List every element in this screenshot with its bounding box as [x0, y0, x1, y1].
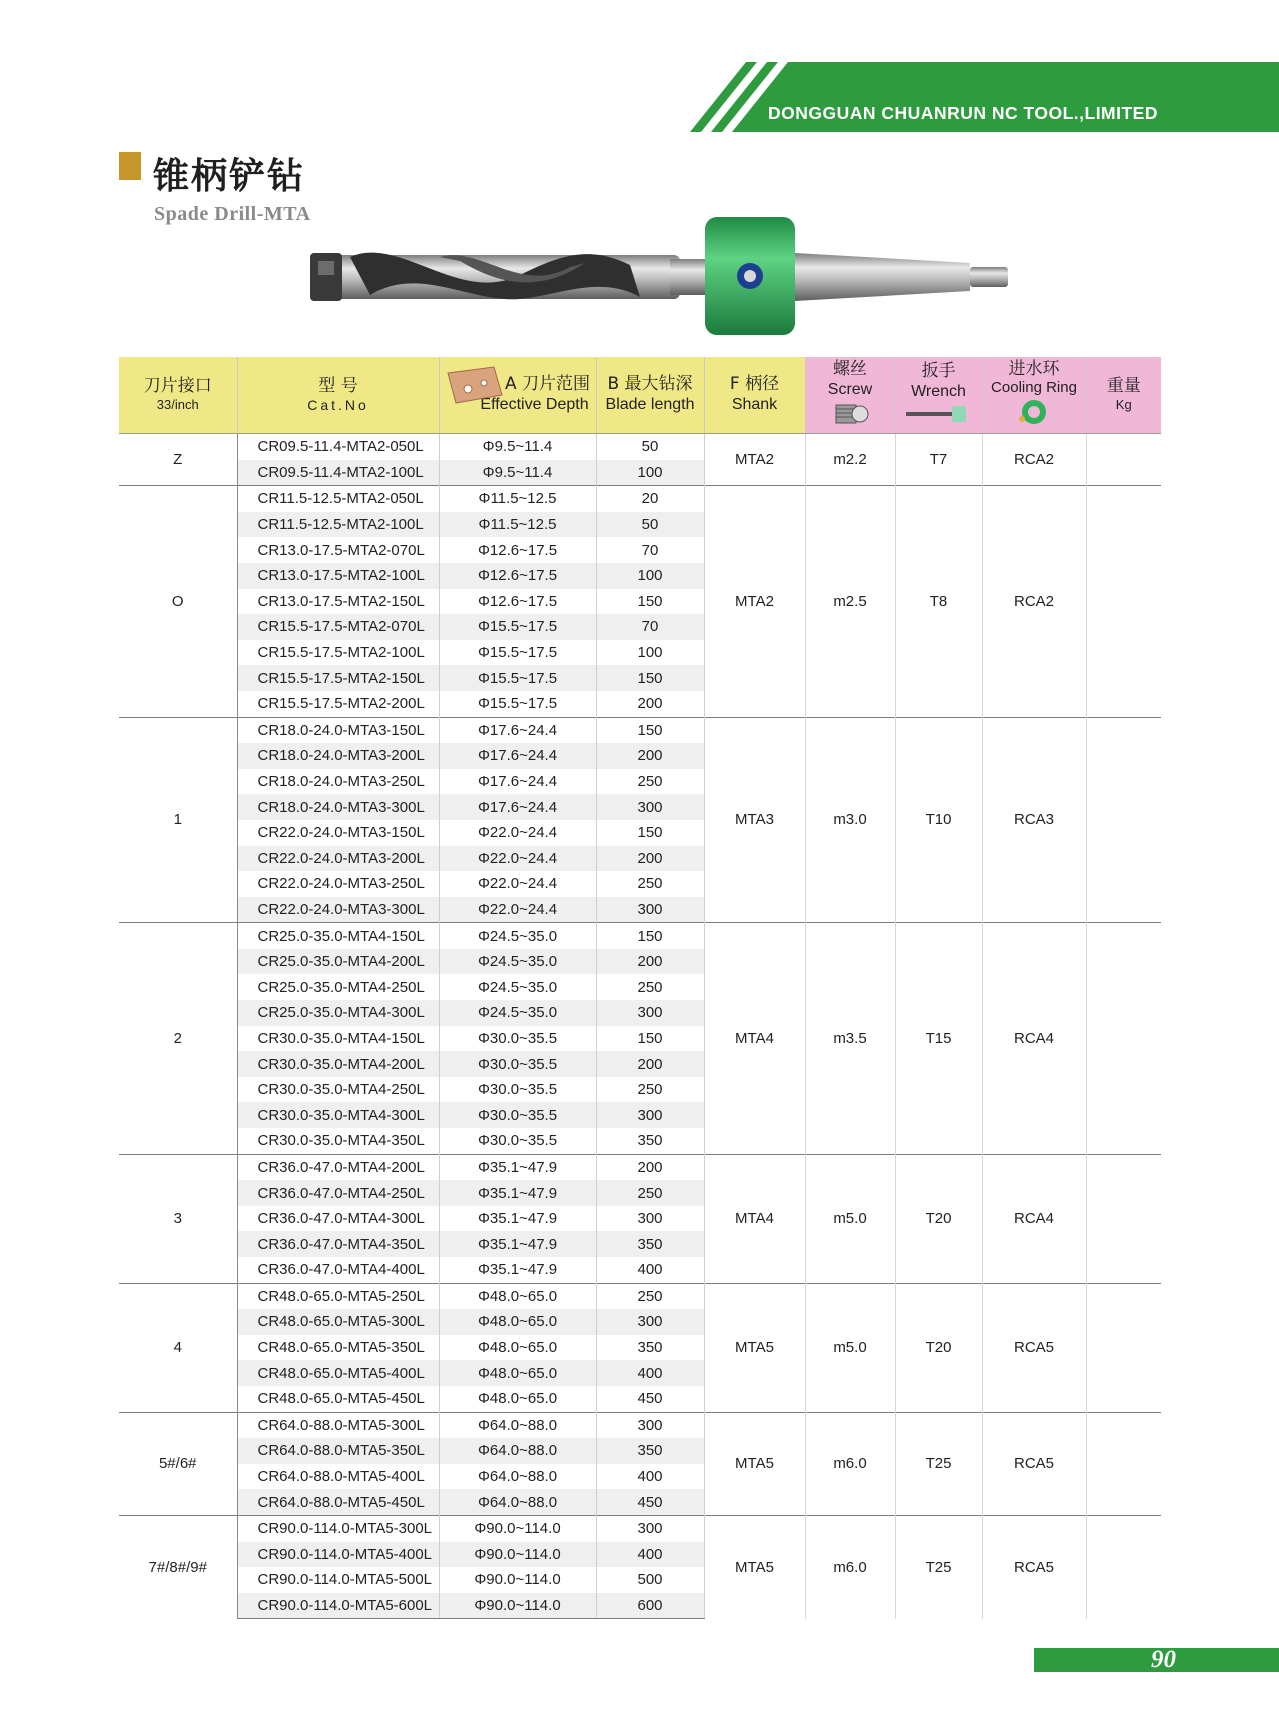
depth-cell: 250 [596, 974, 704, 1000]
catno-cell: CR22.0-24.0-MTA3-200L [237, 846, 439, 872]
wrench-cell: T10 [895, 717, 982, 923]
catno-cell: CR30.0-35.0-MTA4-250L [237, 1077, 439, 1103]
depth-cell: 250 [596, 769, 704, 795]
interface-cell: 3 [119, 1154, 237, 1283]
range-cell: Φ35.1~47.9 [439, 1206, 596, 1232]
wrench-cell: T8 [895, 486, 982, 717]
depth-cell: 350 [596, 1335, 704, 1361]
catno-cell: CR22.0-24.0-MTA3-150L [237, 820, 439, 846]
ring-cell: RCA4 [982, 1154, 1086, 1283]
catno-cell: CR25.0-35.0-MTA4-300L [237, 1000, 439, 1026]
interface-cell: 2 [119, 923, 237, 1154]
range-cell: Φ64.0~88.0 [439, 1438, 596, 1464]
range-cell: Φ35.1~47.9 [439, 1231, 596, 1257]
screw-cell: m3.5 [805, 923, 895, 1154]
catno-cell: CR90.0-114.0-MTA5-600L [237, 1593, 439, 1619]
header-catno-en: Cat.No [307, 397, 369, 413]
range-cell: Φ35.1~47.9 [439, 1154, 596, 1180]
catno-cell: CR64.0-88.0-MTA5-400L [237, 1464, 439, 1490]
range-cell: Φ48.0~65.0 [439, 1360, 596, 1386]
range-cell: Φ22.0~24.4 [439, 846, 596, 872]
interface-cell: 5#/6# [119, 1412, 237, 1515]
wrench-cell: T25 [895, 1412, 982, 1515]
catno-cell: CR13.0-17.5-MTA2-150L [237, 589, 439, 615]
catno-cell: CR18.0-24.0-MTA3-150L [237, 717, 439, 743]
wrench-cell: T20 [895, 1283, 982, 1412]
header-weight-en: Kg [1115, 397, 1132, 412]
catno-cell: CR15.5-17.5-MTA2-150L [237, 665, 439, 691]
range-cell: Φ11.5~12.5 [439, 486, 596, 512]
depth-cell: 150 [596, 589, 704, 615]
screw-cell: m3.0 [805, 717, 895, 923]
range-cell: Φ30.0~35.5 [439, 1102, 596, 1128]
depth-cell: 300 [596, 1412, 704, 1438]
range-cell: Φ17.6~24.4 [439, 743, 596, 769]
header-depth-en: Blade length [605, 396, 695, 413]
header-wrench-en: Wrench [911, 382, 966, 400]
catno-cell: CR36.0-47.0-MTA4-300L [237, 1206, 439, 1232]
spade-drill-image [310, 205, 1010, 355]
header-shank-cn: F 柄径 [729, 374, 780, 394]
catno-cell: CR18.0-24.0-MTA3-200L [237, 743, 439, 769]
depth-cell: 450 [596, 1386, 704, 1412]
catno-cell: CR22.0-24.0-MTA3-300L [237, 897, 439, 923]
depth-cell: 450 [596, 1489, 704, 1515]
depth-cell: 500 [596, 1567, 704, 1593]
depth-cell: 200 [596, 1051, 704, 1077]
range-cell: Φ90.0~114.0 [439, 1567, 596, 1593]
ring-cell: RCA2 [982, 434, 1086, 486]
depth-cell: 300 [596, 794, 704, 820]
range-cell: Φ15.5~17.5 [439, 691, 596, 717]
header-screw-cn: 螺丝 [833, 358, 867, 379]
shank-cell: MTA5 [704, 1283, 805, 1412]
range-cell: Φ17.6~24.4 [439, 794, 596, 820]
weight-cell [1086, 486, 1161, 717]
ring-cell: RCA5 [982, 1283, 1086, 1412]
depth-cell: 250 [596, 1180, 704, 1206]
catno-cell: CR48.0-65.0-MTA5-300L [237, 1309, 439, 1335]
catno-cell: CR09.5-11.4-MTA2-100L [237, 460, 439, 486]
table-row [119, 1154, 1161, 1180]
weight-cell [1086, 1283, 1161, 1412]
screw-cell: m2.5 [805, 486, 895, 717]
interface-cell: 4 [119, 1283, 237, 1412]
depth-cell: 70 [596, 537, 704, 563]
ring-cell: RCA2 [982, 486, 1086, 717]
header-ring [982, 357, 1086, 434]
header-interface-sub: 33/inch [156, 397, 199, 412]
interface-cell: 1 [119, 717, 237, 923]
depth-cell: 250 [596, 1077, 704, 1103]
range-cell: Φ24.5~35.0 [439, 949, 596, 975]
depth-cell: 600 [596, 1593, 704, 1619]
weight-cell [1086, 1154, 1161, 1283]
range-cell: Φ15.5~17.5 [439, 614, 596, 640]
depth-cell: 150 [596, 665, 704, 691]
catno-cell: CR13.0-17.5-MTA2-100L [237, 563, 439, 589]
header-range-cn: A 刀片范围 [504, 374, 591, 394]
range-cell: Φ48.0~65.0 [439, 1283, 596, 1309]
shank-cell: MTA4 [704, 1154, 805, 1283]
depth-cell: 100 [596, 640, 704, 666]
shank-cell: MTA5 [704, 1412, 805, 1515]
catno-cell: CR36.0-47.0-MTA4-400L [237, 1257, 439, 1283]
header-weight-cn: 重量 [1106, 376, 1141, 396]
depth-cell: 200 [596, 949, 704, 975]
catno-cell: CR30.0-35.0-MTA4-350L [237, 1128, 439, 1154]
header-catno-cn: 型 号 [318, 376, 358, 396]
catno-cell: CR36.0-47.0-MTA4-250L [237, 1180, 439, 1206]
depth-cell: 350 [596, 1231, 704, 1257]
page-subtitle: Spade Drill-MTA [154, 203, 311, 225]
range-cell: Φ30.0~35.5 [439, 1026, 596, 1052]
depth-cell: 300 [596, 1515, 704, 1541]
catno-cell: CR11.5-12.5-MTA2-050L [237, 486, 439, 512]
range-cell: Φ17.6~24.4 [439, 769, 596, 795]
page-number: 90 [1151, 1646, 1176, 1673]
range-cell: Φ15.5~17.5 [439, 665, 596, 691]
catno-cell: CR48.0-65.0-MTA5-400L [237, 1360, 439, 1386]
range-cell: Φ15.5~17.5 [439, 640, 596, 666]
interface-cell: 7#/8#/9# [119, 1515, 237, 1618]
depth-cell: 50 [596, 434, 704, 460]
depth-cell: 300 [596, 1102, 704, 1128]
depth-cell: 200 [596, 846, 704, 872]
cooling-ring-icon [1014, 397, 1054, 427]
depth-cell: 350 [596, 1438, 704, 1464]
depth-cell: 100 [596, 460, 704, 486]
depth-cell: 200 [596, 1154, 704, 1180]
interface-cell: O [119, 486, 237, 717]
page-title: 锥柄铲钻 [153, 156, 306, 197]
range-cell: Φ30.0~35.5 [439, 1077, 596, 1103]
header-ring-cn: 进水环 [1008, 358, 1060, 379]
catno-cell: CR18.0-24.0-MTA3-300L [237, 794, 439, 820]
catno-cell: CR36.0-47.0-MTA4-350L [237, 1231, 439, 1257]
depth-cell: 150 [596, 923, 704, 949]
catno-cell: CR64.0-88.0-MTA5-350L [237, 1438, 439, 1464]
range-cell: Φ48.0~65.0 [439, 1386, 596, 1412]
range-cell: Φ90.0~114.0 [439, 1515, 596, 1541]
title-marker [119, 152, 141, 180]
table-row [119, 486, 1161, 512]
screw-cell: m5.0 [805, 1154, 895, 1283]
header-depth [596, 357, 704, 434]
catno-cell: CR90.0-114.0-MTA5-300L [237, 1515, 439, 1541]
page-footer [1034, 1648, 1279, 1672]
range-cell: Φ24.5~35.0 [439, 923, 596, 949]
company-header [690, 62, 1279, 132]
range-cell: Φ24.5~35.0 [439, 974, 596, 1000]
depth-cell: 200 [596, 743, 704, 769]
catno-cell: CR30.0-35.0-MTA4-300L [237, 1102, 439, 1128]
shank-cell: MTA4 [704, 923, 805, 1154]
range-cell: Φ90.0~114.0 [439, 1542, 596, 1568]
catno-cell: CR64.0-88.0-MTA5-450L [237, 1489, 439, 1515]
depth-cell: 350 [596, 1128, 704, 1154]
table-row [119, 1283, 1161, 1309]
shank-cell: MTA2 [704, 434, 805, 486]
header-ring-en: Cooling Ring [991, 378, 1077, 396]
catno-cell: CR11.5-12.5-MTA2-100L [237, 512, 439, 538]
spec-table [119, 357, 1161, 1619]
catno-cell: CR15.5-17.5-MTA2-070L [237, 614, 439, 640]
range-cell: Φ22.0~24.4 [439, 871, 596, 897]
screw-cell: m5.0 [805, 1283, 895, 1412]
catno-cell: CR18.0-24.0-MTA3-250L [237, 769, 439, 795]
interface-cell: Z [119, 434, 237, 486]
depth-cell: 70 [596, 614, 704, 640]
depth-cell: 200 [596, 691, 704, 717]
header-shank-en: Shank [731, 396, 778, 413]
header-weight [1086, 357, 1161, 434]
depth-cell: 250 [596, 871, 704, 897]
range-cell: Φ35.1~47.9 [439, 1257, 596, 1283]
shank-cell: MTA3 [704, 717, 805, 923]
header-screw-en: Screw [827, 380, 873, 398]
range-cell: Φ48.0~65.0 [439, 1309, 596, 1335]
catno-cell: CR25.0-35.0-MTA4-200L [237, 949, 439, 975]
header-shank [704, 357, 805, 434]
header-range-en: Effective Depth [480, 396, 589, 413]
depth-cell: 20 [596, 486, 704, 512]
weight-cell [1086, 1412, 1161, 1515]
range-cell: Φ64.0~88.0 [439, 1464, 596, 1490]
depth-cell: 150 [596, 1026, 704, 1052]
catno-cell: CR30.0-35.0-MTA4-150L [237, 1026, 439, 1052]
range-cell: Φ22.0~24.4 [439, 820, 596, 846]
weight-cell [1086, 1515, 1161, 1618]
range-cell: Φ30.0~35.5 [439, 1051, 596, 1077]
header-wrench [895, 357, 982, 434]
catno-cell: CR48.0-65.0-MTA5-250L [237, 1283, 439, 1309]
wrench-cell: T7 [895, 434, 982, 486]
ring-cell: RCA3 [982, 717, 1086, 923]
screw-cell: m6.0 [805, 1412, 895, 1515]
catno-cell: CR48.0-65.0-MTA5-450L [237, 1386, 439, 1412]
depth-cell: 150 [596, 717, 704, 743]
depth-cell: 50 [596, 512, 704, 538]
catno-cell: CR30.0-35.0-MTA4-200L [237, 1051, 439, 1077]
range-cell: Φ11.5~12.5 [439, 512, 596, 538]
table-row [119, 923, 1161, 949]
range-cell: Φ64.0~88.0 [439, 1412, 596, 1438]
catno-cell: CR22.0-24.0-MTA3-250L [237, 871, 439, 897]
screw-cell: m6.0 [805, 1515, 895, 1618]
range-cell: Φ35.1~47.9 [439, 1180, 596, 1206]
catno-cell: CR36.0-47.0-MTA4-200L [237, 1154, 439, 1180]
header-catno [237, 357, 439, 434]
depth-cell: 300 [596, 1309, 704, 1335]
range-cell: Φ90.0~114.0 [439, 1593, 596, 1619]
depth-cell: 400 [596, 1464, 704, 1490]
range-cell: Φ48.0~65.0 [439, 1335, 596, 1361]
weight-cell [1086, 434, 1161, 486]
screw-icon [830, 401, 870, 427]
header-depth-cn: B 最大钻深 [607, 374, 693, 394]
weight-cell [1086, 923, 1161, 1154]
catno-cell: CR90.0-114.0-MTA5-400L [237, 1542, 439, 1568]
header-wrench-cn: 扳手 [921, 360, 956, 381]
table-row [119, 434, 1161, 460]
header-interface-cn: 刀片接口 [143, 376, 212, 396]
insert-icon [444, 365, 506, 405]
catno-cell: CR15.5-17.5-MTA2-200L [237, 691, 439, 717]
catno-cell: CR15.5-17.5-MTA2-100L [237, 640, 439, 666]
ring-cell: RCA4 [982, 923, 1086, 1154]
catno-cell: CR25.0-35.0-MTA4-250L [237, 974, 439, 1000]
wrench-icon [904, 403, 974, 425]
depth-cell: 150 [596, 820, 704, 846]
range-cell: Φ9.5~11.4 [439, 434, 596, 460]
range-cell: Φ9.5~11.4 [439, 460, 596, 486]
catno-cell: CR64.0-88.0-MTA5-300L [237, 1412, 439, 1438]
depth-cell: 300 [596, 1206, 704, 1232]
table-row [119, 717, 1161, 743]
depth-cell: 300 [596, 897, 704, 923]
shank-cell: MTA5 [704, 1515, 805, 1618]
header-interface [119, 357, 237, 434]
ring-cell: RCA5 [982, 1412, 1086, 1515]
depth-cell: 300 [596, 1000, 704, 1026]
weight-cell [1086, 717, 1161, 923]
table-row [119, 1412, 1161, 1438]
wrench-cell: T20 [895, 1154, 982, 1283]
table-row [119, 1515, 1161, 1541]
depth-cell: 400 [596, 1542, 704, 1568]
range-cell: Φ64.0~88.0 [439, 1489, 596, 1515]
range-cell: Φ12.6~17.5 [439, 563, 596, 589]
range-cell: Φ24.5~35.0 [439, 1000, 596, 1026]
depth-cell: 100 [596, 563, 704, 589]
depth-cell: 400 [596, 1360, 704, 1386]
range-cell: Φ17.6~24.4 [439, 717, 596, 743]
wrench-cell: T15 [895, 923, 982, 1154]
header-screw [805, 357, 895, 434]
header-range [439, 357, 596, 434]
catno-cell: CR09.5-11.4-MTA2-050L [237, 434, 439, 460]
range-cell: Φ30.0~35.5 [439, 1128, 596, 1154]
shank-cell: MTA2 [704, 486, 805, 717]
company-name: DONGGUAN CHUANRUN NC TOOL.,LIMITED [768, 103, 1158, 123]
catno-cell: CR13.0-17.5-MTA2-070L [237, 537, 439, 563]
catno-cell: CR48.0-65.0-MTA5-350L [237, 1335, 439, 1361]
range-cell: Φ22.0~24.4 [439, 897, 596, 923]
range-cell: Φ12.6~17.5 [439, 589, 596, 615]
range-cell: Φ12.6~17.5 [439, 537, 596, 563]
depth-cell: 250 [596, 1283, 704, 1309]
depth-cell: 400 [596, 1257, 704, 1283]
catno-cell: CR90.0-114.0-MTA5-500L [237, 1567, 439, 1593]
wrench-cell: T25 [895, 1515, 982, 1618]
screw-cell: m2.2 [805, 434, 895, 486]
catno-cell: CR25.0-35.0-MTA4-150L [237, 923, 439, 949]
ring-cell: RCA5 [982, 1515, 1086, 1618]
